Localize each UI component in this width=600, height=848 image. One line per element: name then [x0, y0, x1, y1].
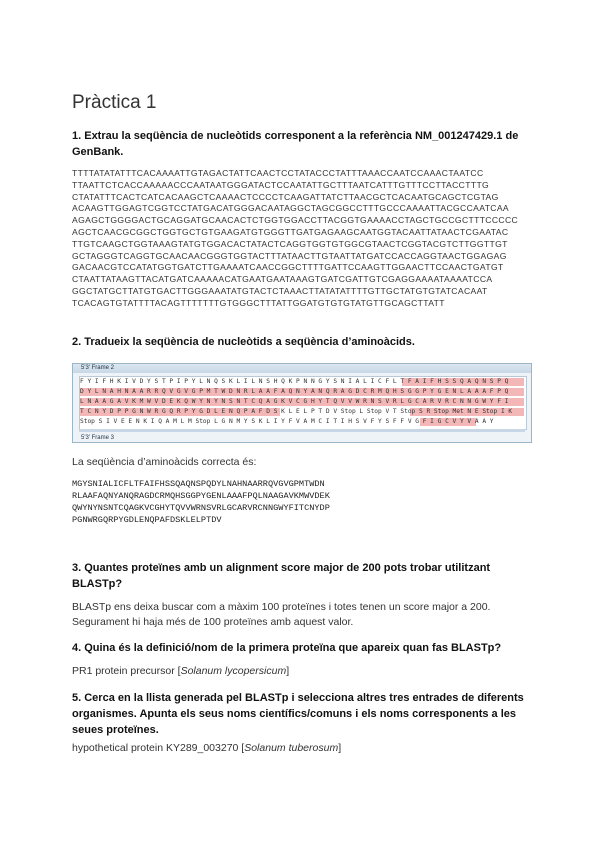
frame-footer: 5'3' Frame 3: [81, 435, 114, 441]
aa-line: RLAAFAQNYANQRAGDCRMQHSGGPYGENLAAAFPQLNAAGAVKMWVDEK: [72, 491, 330, 501]
sequence-line: AGCTCAACGCGGCTGGTGCTGTGAAGATGTGGGTTGATGAGAAGCAATGGTACAATTATAACTCGAATAC: [72, 226, 509, 237]
answer-3: BLASTp ens deixa buscar com a màxim 100 proteïnes i totes tenen un score major a 200. Segurament hi haja més de 100 proteïnes amb aquest valor.: [72, 601, 491, 628]
frame-row: Stop S I V E E N K I Q A M L M Stop L G N M Y S K L I Y F V A M C I T I H S V F Y S F F V G F I G C V Y V A A Y: [80, 418, 494, 425]
sequence-line: TTAATTCTCACCAAAAACCCAATAATGGGATACTCCAATATTGCTTTAATCATTTGTTTCCTTACCTTTG: [72, 179, 490, 190]
frame-row: L N A A G A V K M W V D E K Q W Y N Y N S N T C Q A G K V C G H Y T Q V V W R N S V R L G C A R V R C N N G W Y F I: [80, 397, 526, 407]
species-name: Solanum tuberosum: [244, 742, 339, 754]
frame-header: 5'3' Frame 2: [73, 364, 531, 373]
answer-5: hypothetical protein KY289_003270 [Solanum tuberosum]: [72, 742, 342, 754]
question-5: 5. Cerca en la llista generada pel BLASTp i selecciona altres tres entrades de diferents organismes. Apunta els seus noms científics/comuns i els noms corresponents a les seues proteïnes.: [72, 692, 524, 736]
aa-line: MGYSNIALICFLTFAIFHSSQAQNSPQDYLNAHNAARRQVGVGPMTWDN: [72, 479, 325, 489]
sequence-line: TCACAGTGTATTTTACAGTTTTTTTGTGGGCTTTATTGGATGTGTGTATGTTGCAGCTTATT: [72, 297, 445, 308]
translation-screenshot: [72, 363, 532, 443]
page-title: Pràctica 1: [72, 92, 157, 113]
question-1: 1. Extrau la seqüència de nucleòtids corresponent a la referència NM_001247429.1 de GenBank.: [72, 130, 519, 158]
sequence-line: CTAATTATAAGTTACATGATCAAAAACATGAATGAATAAAGTGATCGATTGTCGAGGAAAATAAAATCCA: [72, 274, 493, 285]
scrollbar[interactable]: [79, 429, 525, 432]
aa-line: QWYNYNSNTCQAGKVCGHYTQVVWRNSVRLGCARVRCNNGWYFITCNYDP: [72, 503, 330, 513]
frame-row: D Y L N A H N A A R R Q V G V G P M T W D N R L A A F A Q N Y A N Q R A G D C R M Q H S G G P Y G E N L A A A F P Q: [80, 387, 526, 397]
aa-line: PGNWRGQRPYGDLENQPAFDSKLELPTDV: [72, 515, 222, 525]
frame-row: F Y I F H K I V D Y S T P I P Y L N Q S K L I L N S H Q K P N N G Y S N I A L I C F L T F A I F H S S Q A Q N S P Q: [80, 377, 526, 387]
sequence-line: TTGTCAAGCTGGTAAAGTATGTGGACACTATACTCAGGTGGTGTGGCGTAACTCGGTACGTCTTGGTTGT: [72, 238, 508, 249]
sequence-line: AGAGCTGGGGACTGCAGGATGCAACACTCTGGTGGACCTTACGGTGAAAACCTAGCTGCCGCTTTCCCCC: [72, 215, 519, 226]
sequence-line: CTATATTTCACTCATCACAAGCTCAAAACTCCCCTCAAGATTATCTTAACGCTCACAATGCAGCTCGTAG: [72, 191, 499, 202]
aa-label: La seqüència d’aminoàcids correcta és:: [72, 456, 257, 468]
question-4: 4. Quina és la definició/nom de la primera proteïna que apareix quan fas BLASTp?: [72, 642, 502, 654]
question-3: 3. Quantes proteïnes amb un alignment score major de 200 pots trobar utilitzant BLASTp?: [72, 562, 491, 590]
species-name: Solanum lycopersicum: [180, 665, 287, 677]
frame-row: T C N Y D P P G N W R G Q R P Y G D L E N Q P A F D S K L E L P T D V Stop L Stop V T Stop S R Stop Met N E Stop I K: [80, 407, 526, 417]
sequence-line: TTTTATATATTTCACAAAATTGTAGACTATTCAACTCCTATACCCTATTTAAACCAATCCAAACTAATCC: [72, 168, 484, 178]
sequence-line: GGCTATGCTTATGTGACTTGGGAAATATGTACTCTAAACTTATATATTTTGTTGCTATGTGTATCACAAT: [72, 285, 488, 296]
sequence-line: ACAAGTTGGAGTCGGTCCTATGACATGGGACAATAGGCTAGCGGCCTTTGCCCAAAATTACGCCAATCAA: [72, 203, 510, 214]
sequence-line: GACAACGTCCATATGGTGATCTTGAAAATCAACCGGCTTTTGATTCCAAGTTGGAACTTCCAACTGATGT: [72, 262, 504, 273]
frame-translation-panel: [79, 376, 527, 430]
question-2: 2. Tradueix la seqüència de nucleòtids a seqüència d’aminoàcids.: [72, 336, 415, 348]
nucleotide-sequence: [72, 168, 534, 310]
amino-acid-sequence: [72, 478, 330, 526]
sequence-line: GCTAGGGTCAGGTGCAACAACGGGTGGTACTTTATAACTTGTAATTATGATCCACCAGGTAACTGGAGAG: [72, 250, 507, 261]
answer-4: PR1 protein precursor [Solanum lycopersicum]: [72, 665, 290, 677]
